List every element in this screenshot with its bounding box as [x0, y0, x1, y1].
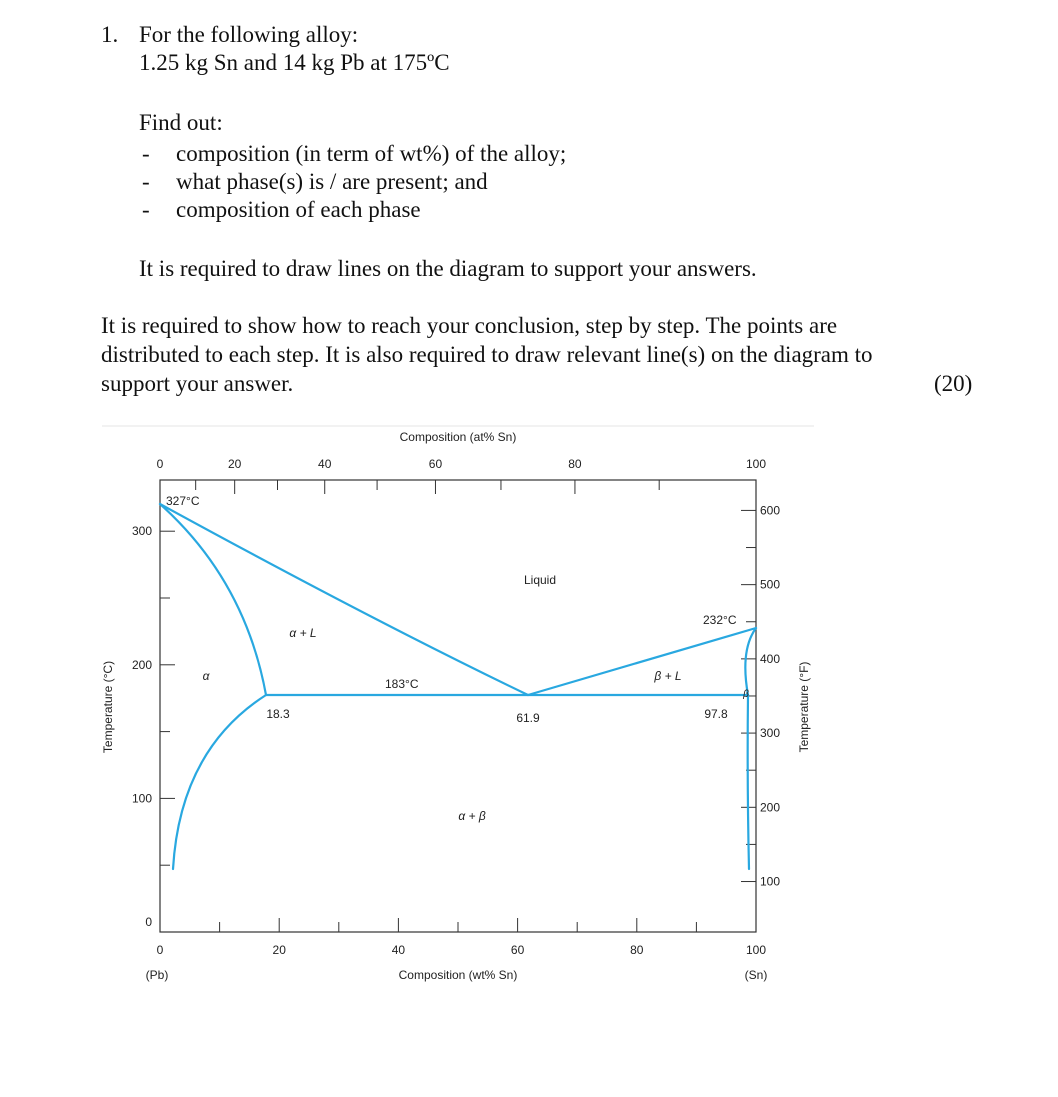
pb-melting-point-label: 327°C [166, 494, 200, 508]
alpha-plus-beta-label: α + β [458, 809, 486, 823]
bottom-axis-title: Composition (wt% Sn) [398, 968, 518, 982]
instruction-line: It is required to show how to reach your conclusion, step by step. The points are [101, 313, 838, 338]
left-tick-label: 300 [131, 524, 152, 539]
alloy-spec: 1.25 kg Sn and 14 kg Pb at 175ºC [139, 50, 450, 75]
instruction-line: distributed to each step. It is also required to draw relevant line(s) on the diagram to [101, 342, 873, 367]
bottom-axis-ticks [157, 918, 767, 957]
alpha-composition-label: 18.3 [266, 707, 290, 721]
liquidus-sn-side [528, 628, 756, 695]
sn-melting-point-label: 232°C [703, 613, 737, 627]
instruction-line: support your answer. [101, 371, 294, 396]
draw-note: It is required to draw lines on the diagram to support your answers. [139, 256, 757, 281]
left-axis-ticks [132, 524, 175, 929]
find-item-composition: composition (in term of wt%) of the alloy; [176, 141, 567, 166]
top-tick-label: 0 [156, 457, 164, 471]
left-tick-label: 200 [131, 657, 152, 672]
solidus-beta [745, 628, 756, 695]
sn-end-label: (Sn) [744, 968, 768, 982]
beta-region-label: β [743, 689, 749, 700]
top-tick-label: 40 [318, 457, 332, 471]
right-tick-label: 300 [760, 726, 781, 741]
solvus-beta [748, 695, 749, 869]
bottom-tick-label: 80 [630, 943, 644, 957]
question-intro: For the following alloy: [139, 22, 359, 47]
alpha-plus-liquid-label: α + L [289, 626, 317, 640]
bottom-tick-label: 20 [272, 943, 286, 957]
top-tick-label: 20 [227, 457, 242, 471]
top-axis-ticks [157, 457, 767, 494]
alpha-region-label: α [202, 669, 210, 683]
find-item-phase-composition: composition of each phase [176, 197, 421, 222]
left-axis-title: Temperature (°C) [101, 660, 115, 754]
beta-plus-liquid-label: β + L [654, 669, 682, 683]
bullet-dash: - [142, 197, 150, 222]
beta-composition-label: 97.8 [704, 707, 728, 721]
liquidus-pb-side [160, 504, 528, 695]
left-tick-label: 100 [131, 791, 152, 806]
bottom-tick-label: 60 [510, 943, 525, 957]
bottom-tick-label: 0 [156, 943, 164, 957]
right-tick-label: 200 [760, 800, 781, 815]
top-tick-label: 60 [428, 457, 443, 471]
top-tick-label: 80 [568, 457, 582, 471]
find-item-phases: what phase(s) is / are present; and [176, 169, 488, 194]
top-tick-label: 100 [745, 457, 767, 471]
right-tick-label: 600 [760, 503, 781, 518]
points-value: (20) [934, 371, 973, 396]
bullet-dash: - [142, 141, 150, 166]
left-tick-label: 0 [145, 915, 152, 929]
pb-end-label: (Pb) [145, 968, 169, 982]
solvus-alpha [173, 695, 266, 869]
right-tick-label: 100 [760, 874, 781, 889]
right-tick-label: 400 [760, 651, 781, 666]
liquid-region-label: Liquid [523, 573, 557, 587]
bullet-dash: - [142, 169, 150, 194]
right-axis-title: Temperature (°F) [797, 661, 811, 753]
question-number: 1. [101, 22, 119, 47]
right-tick-label: 500 [760, 577, 781, 592]
eutectic-composition-label: 61.9 [516, 711, 540, 725]
bottom-tick-label: 100 [745, 943, 767, 957]
find-out-heading: Find out: [139, 110, 223, 135]
eutectic-temperature-label: 183°C [385, 677, 419, 691]
top-axis-title: Composition (at% Sn) [399, 430, 517, 444]
bottom-tick-label: 40 [391, 943, 406, 957]
